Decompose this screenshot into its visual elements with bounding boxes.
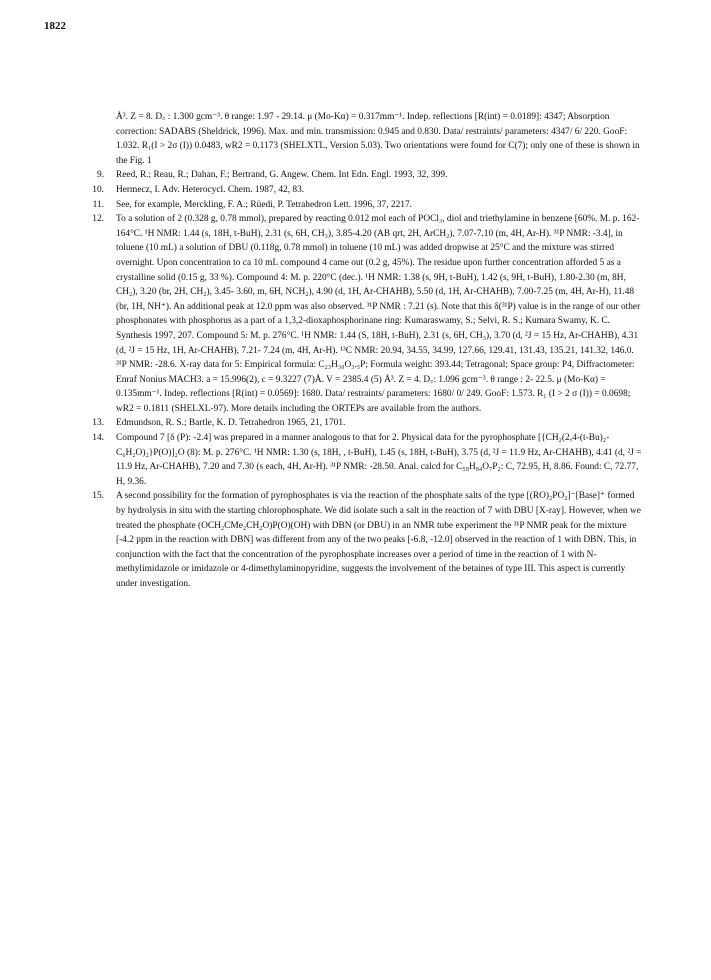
reference-14 — [84, 431, 644, 489]
page-number: 1822 — [44, 20, 66, 32]
reference-8-continuation: Å³. Z = 8. D꜀ : 1.300 gcm⁻³. θ range: 1.97 - 29.14. μ (Mo-Kα) = 0.317mm⁻¹. Indep. reflections [R(int) = 0.0189]: 4347; Absorption correction: SADABS (Sheldrick, 1996). Max. and min. transmission: 0.945 and 0.830. Data/ restraints/ parameters: 4347/ 6/ 220. GooF: 1.032. R₁(I > 2σ (I)) 0.0483, wR2 = 0.1173 (SHELXTL, Version 5.03). Two orientations were found for C(7); only one of these is shown in the Fig. 1 — [116, 112, 640, 166]
reference-15 — [84, 489, 644, 591]
reference-number: 13. — [92, 418, 104, 429]
reference-number: 10. — [92, 184, 104, 195]
reference-number: 15. — [92, 491, 104, 502]
reference-text: See, for example, Merckling, F. A.; Rüedi, P. Tetrahedron Lett. 1996, 37, 2217. — [116, 199, 413, 210]
reference-number: 11. — [92, 199, 104, 210]
reference-text: Reed, R.; Reau, R.; Dahan, F.; Bertrand, G. Angew. Chem. Int Edn. Engl. 1993, 32, 399. — [116, 170, 448, 181]
reference-number: 14. — [92, 433, 104, 444]
reference-text: A second possibility for the formation of pyrophosphates is via the reaction of the phosphate salts of the type [(RO)₂PO₂]⁻[Base]⁺ formed by hydrolysis in situ with the starting chlorophosphate. We did isolate such a salt in the reaction of 7 with DBU [X-ray]. However, when we treated the phosphate (OCH₂CMe₂CH₂O)P(O)(OH) with DBN (or DBU) in an NMR tube experiment the ³¹P NMR peak for the mixture [-4.2 ppm in the reaction with DBN] was different from any of the two peaks [-6.8, -12.0] observed in the reaction of 1 with DBN. This, in conjunction with the fact that the concentration of the pyrophosphate increases over a period of time in the reaction of 1 with N-methylimidazole or imidazole or 4-dimethylaminopyridine, suggests the involvement of the betaines of type III. This aspect is currently under investigation. — [116, 491, 641, 589]
reference-10 — [84, 183, 644, 198]
reference-13 — [84, 416, 644, 431]
reference-12 — [84, 212, 644, 416]
reference-number: 12. — [92, 214, 104, 225]
reference-text: Compound 7 [δ (P): -2.4] was prepared in a manner analogous to that for 2. Physical data for the pyrophosphate [{CH₂(2,4-(t-Bu)₂-C₆H₂O)₂}P(O)]₂O (8): M. p. 276°C. ¹H NMR: 1.30 (s, 18H, , t-BuH), 1.45 (s, 18H, t-BuH), 3.75 (d, ²J = 11.9 Hz, Ar-CHAHB), 4.41 (d, ²J = 11.9 Hz, Ar-CHAHB), 7.20 and 7.30 (s each, 4H, Ar-H). ³¹P NMR: -28.50. Anal. calcd for C₅₈H₈₄O₇P₂: C, 72.95, H, 8.86. Found: C, 72.77, H, 9.36. — [116, 433, 642, 487]
reference-text: Hermecz, I. Adv. Heterocycl. Chem. 1987, 42, 83. — [116, 184, 305, 195]
reference-text: Edmundson, R. S.; Bartle, K. D. Tetrahedron 1965, 21, 1701. — [116, 418, 346, 429]
reference-9 — [84, 168, 644, 183]
references-list — [84, 110, 644, 592]
reference-number: 9. — [96, 170, 104, 181]
reference-11 — [84, 198, 644, 213]
reference-text: To a solution of 2 (0.328 g, 0.78 mmol), prepared by reacting 0.012 mol each of POCl₃, diol and triethylamine in benzene [60%. M. p. 162-164°C. ¹H NMR: 1.44 (s, 18H, t-BuH), 2.31 (s, 6H, CH₃), 3.85-4.20 (AB qrt, 2H, ArCH₂), 7.07-7.10 (m, 4H, Ar-H). ³¹P NMR: -3.4], in toluene (10 mL) a solution of DBU (0.118g, 0.78 mmol) in toluene (10 mL) was added dropwise at 25°C and the mixture was stirred overnight. Upon concentration to ca 10 mL compound 4 came out (0.2 g, 45%). The residue upon further concentration afforded 5 as a crystalline solid (0.15 g, 33 %). Compound 4: M. p. 220°C (dec.). ¹H NMR: 1.38 (s, 9H, t-BuH), 1.42 (s, 9H, t-BuH), 1.80-2.30 (m, 8H, CH₂), 3.20 (br, 2H, CH₂), 3.45- 3.60, m, 6H, NCH₂), 4.90 (d, 1H, Ar-CHAHB), 5.50 (d, 1H, Ar-CHAHB), 7.00-7.25 (m, 4H, Ar-H), 11.48 (br, 1H, NH⁺). An additional peak at 12.0 ppm was also observed. ³¹P NMR : 7.21 (s). Note that this δ(³¹P) value is in the range of our other phosphonates with phosphorus as a part of a 1,3,2-dioxaphosphorinane ring: Kumaraswamy, S.; Selvi, R. S.; Kumara Swamy, K. C. Synthesis 1997, 207. Compound 5: M. p. 276°C. ¹H NMR: 1.44 (S, 18H, t-BuH), 2.31 (s, 6H, CH₃), 3.70 (d, ²J = 15 Hz, Ar-CHAHB), 4.31 (d, ²J = 15 Hz, 1H, Ar-CHAHB), 7.21- 7.24 (m, 4H, Ar-H). ¹³C NMR: 20.94, 34.55, 34.99, 127.66, 129.41, 131.43, 135.21, 141.32, 146.0. ³¹P NMR: -28.6. X-ray data for 5: Empirical formula: C₂₃H₃₀O₃.₅P; Formula weight: 393.44; Tetragonal; Space group: P4, Diffractometer: Enraf Nonius MACH3. a = 15.996(2), c = 9.3227 (7)Å. V = 2385.4 (5) Å³. Z = 4. D꜀: 1.096 gcm⁻³. θ range : 2- 22.5. μ (Mo-Kα) = 0.135mm⁻¹. Indep. reflections [R(int) = 0.0569]: 1680. Data/ restraints/ parameters: 1680/ 0/ 249. GooF: 1.573. R₁ (I > 2 σ (I)) = 0.0698; wR2 = 0.1811 (SHELXL-97). More details including the ORTEPs are available from the authors. — [116, 214, 641, 414]
